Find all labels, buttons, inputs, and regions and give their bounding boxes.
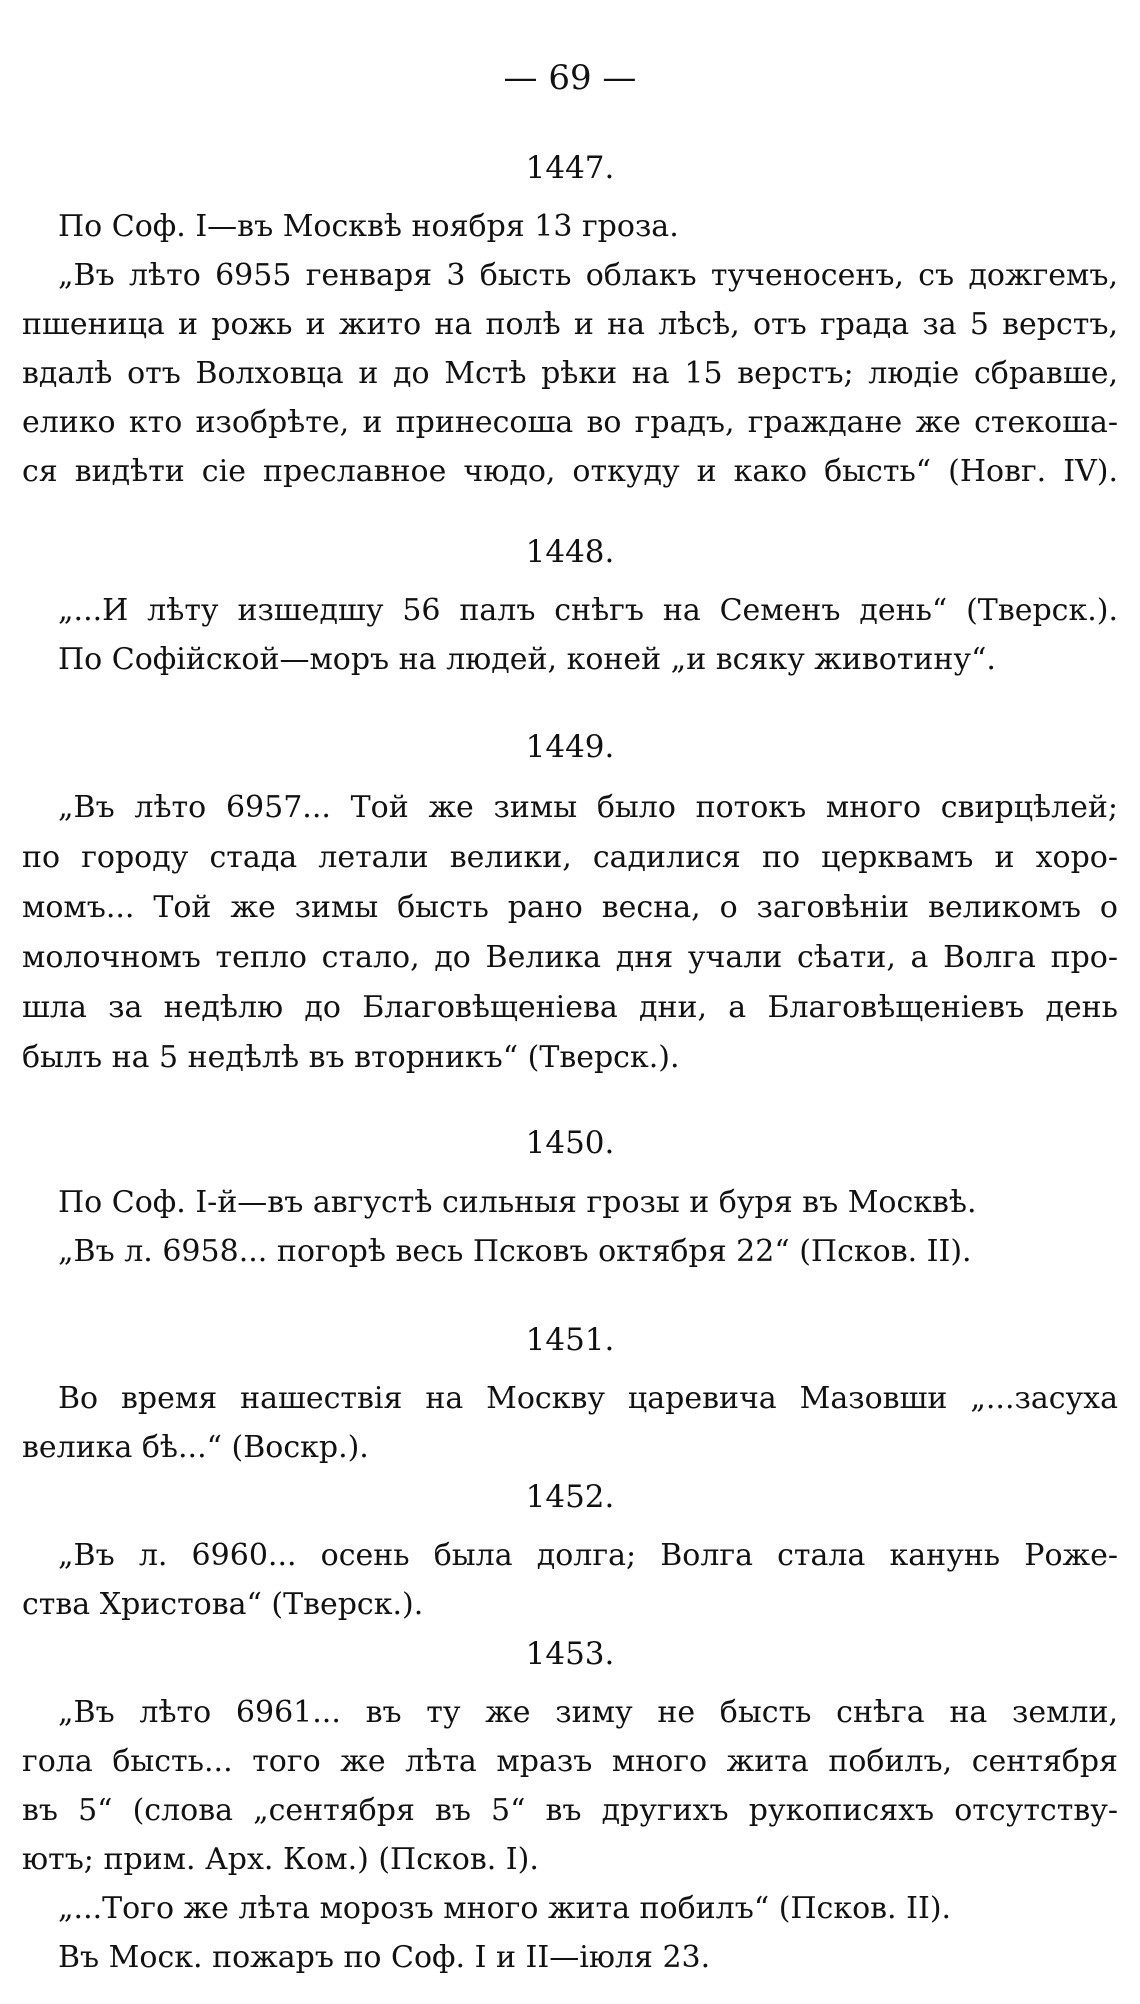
year-heading-1450: 1450. <box>525 1125 615 1161</box>
text-line: по городу стада летали велики, садилися по церквамъ и хоро- <box>22 840 1118 875</box>
text-line: шла за недѣлю до Благовѣщеніева дни, а Благовѣщеніевъ день <box>22 990 1118 1025</box>
text-line: По Соф. I-й—въ августѣ сильныя грозы и буря въ Москвѣ. <box>58 1185 977 1220</box>
text-line: елико кто изобрѣте, и принесоша во градъ, граждане же стекоша- <box>22 405 1118 440</box>
year-heading-1449: 1449. <box>525 729 615 765</box>
text-line: былъ на 5 недѣлѣ въ вторникъ“ (Тверск.). <box>22 1040 680 1075</box>
text-line: гола бысть... того же лѣта мразъ много жита побилъ, сентября <box>22 1744 1118 1779</box>
text-line: „Въ лѣто 6961... въ ту же зиму не бысть снѣга на земли, <box>58 1695 1118 1730</box>
text-line: въ 5“ (слова „сентября въ 5“ въ другихъ рукописяхъ отсутству- <box>22 1793 1118 1828</box>
text-line: „Въ лѣто 6955 генваря 3 бысть облакъ тученосенъ, съ дожгемъ, <box>58 258 1118 293</box>
text-line: „...Того же лѣта морозъ много жита побилъ“ (Псков. II). <box>58 1891 952 1926</box>
year-heading-1451: 1451. <box>525 1322 615 1358</box>
text-line: велика бѣ...“ (Воскр.). <box>22 1430 369 1465</box>
text-line: „Въ л. 6958... погорѣ весь Псковъ октября 22“ (Псков. II). <box>58 1234 972 1269</box>
text-line: „...И лѣту изшедшу 56 палъ снѣгъ на Семенъ день“ (Тверск.). <box>58 593 1118 628</box>
text-line: По Соф. I—въ Москвѣ ноября 13 гроза. <box>58 209 679 244</box>
text-line: ютъ; прим. Арх. Ком.) (Псков. I). <box>22 1842 539 1877</box>
text-line: вдалѣ отъ Волховца и до Мстѣ рѣки на 15 верстъ; людіе сбравше, <box>22 356 1118 391</box>
text-line: момъ... Той же зимы бысть рано весна, о заговѣніи великомъ о <box>22 890 1118 925</box>
text-line: Во время нашествія на Москву царевича Мазовши „...засуха <box>58 1381 1118 1416</box>
year-heading-1453: 1453. <box>525 1636 615 1672</box>
text-line: пшеница и рожь и жито на полѣ и на лѣсѣ, отъ града за 5 верстъ, <box>22 307 1118 342</box>
year-heading-1447: 1447. <box>525 150 615 186</box>
text-line: ства Христова“ (Тверск.). <box>22 1587 424 1622</box>
year-heading-1452: 1452. <box>525 1479 615 1515</box>
text-line: Въ Моск. пожаръ по Соф. I и II—іюля 23. <box>58 1940 711 1975</box>
text-line: „Въ лѣто 6957... Той же зимы было потокъ много свирцѣлей; <box>58 790 1118 825</box>
text-line: По Софійской—моръ на людей, коней „и всяку животину“. <box>58 642 996 677</box>
text-line: ся видѣти сіе преславное чюдо, откуду и како бысть“ (Новг. IV). <box>22 454 1118 489</box>
year-heading-1448: 1448. <box>525 534 615 570</box>
text-line: молочномъ тепло стало, до Велика дня учали сѣати, а Волга про- <box>22 940 1118 975</box>
text-line: „Въ л. 6960... осень была долга; Волга стала канунь Роже- <box>58 1538 1118 1573</box>
page-number: — 69 — <box>503 58 637 98</box>
